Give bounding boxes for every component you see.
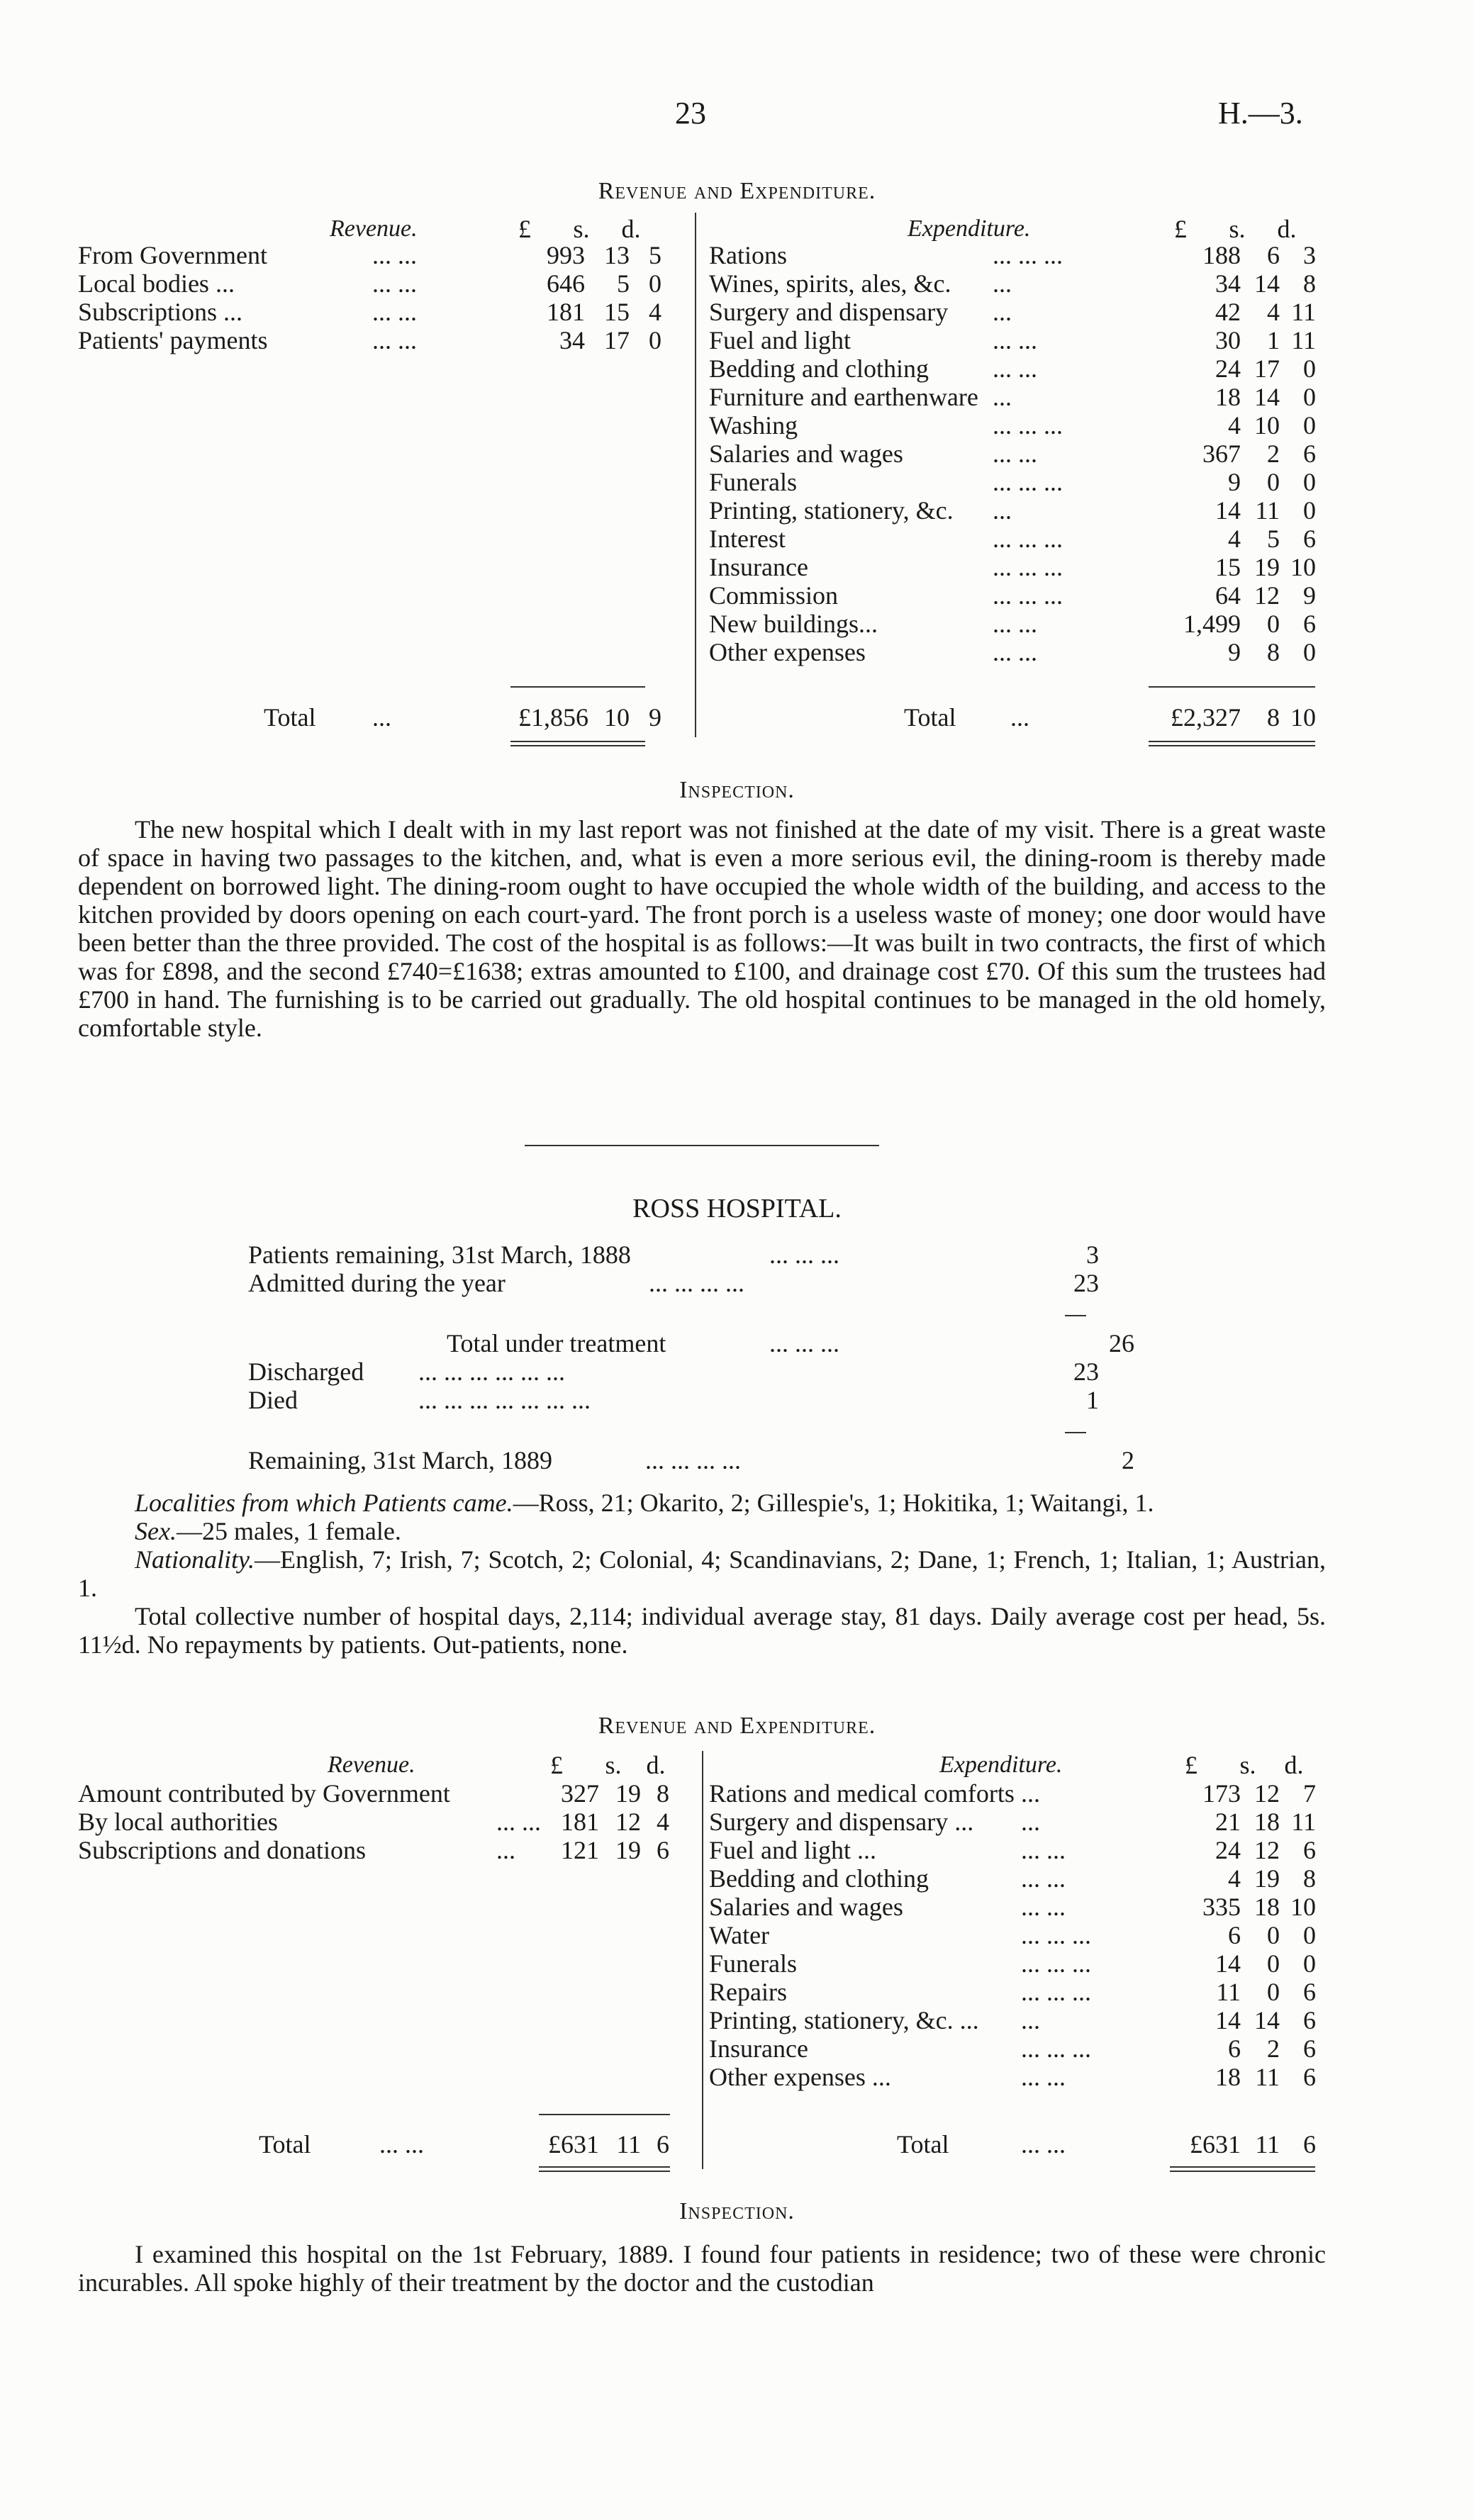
revenue-heading: Revenue. — [328, 1752, 415, 1778]
row-dots: ... ... ... — [1021, 1949, 1091, 1978]
row-dots: ... ... ... — [993, 241, 1063, 269]
revenue-total-pounds: £631 — [548, 2130, 599, 2158]
row-label: Insurance — [709, 2034, 808, 2063]
row-shillings: 10 — [1254, 411, 1280, 439]
pounds-header: £ — [518, 215, 531, 243]
died-label: Died — [248, 1386, 298, 1414]
total-rule — [1149, 686, 1315, 688]
row-label: Salaries and wages — [709, 439, 903, 468]
row-pence: 5 — [649, 241, 661, 269]
row-pounds: 34 — [559, 326, 585, 354]
revenue-total-label: Total — [259, 2130, 311, 2158]
died-value: 1 — [1086, 1386, 1099, 1414]
row-dots: ... — [1021, 2006, 1040, 2034]
row-pence: 6 — [1303, 2034, 1316, 2063]
row-pence: 0 — [1303, 411, 1316, 439]
expenditure-total-label: Total — [897, 2130, 949, 2158]
ross-details — [78, 1489, 1326, 1659]
row-label: From Government — [78, 241, 267, 269]
sum-rule — [1065, 1432, 1086, 1433]
expenditure-total-label: Total — [904, 703, 956, 732]
row-pence: 3 — [1303, 241, 1316, 269]
sex-paragraph — [78, 1517, 1326, 1545]
shillings-header: s. — [605, 1751, 622, 1779]
row-dots: ... — [993, 496, 1012, 525]
statistic-dots: ... ... ... ... ... ... ... — [418, 1386, 591, 1414]
row-pence: 0 — [1303, 383, 1316, 411]
row-shillings: 13 — [604, 241, 630, 269]
revenue-total-shillings: 11 — [616, 2130, 641, 2158]
total-treatment-label: Total under treatment — [447, 1329, 666, 1357]
row-shillings: 2 — [1267, 2034, 1280, 2063]
row-dots: ... ... — [993, 326, 1037, 354]
row-dots: ... ... — [372, 326, 417, 354]
row-dots: ... — [993, 269, 1012, 298]
row-dots: ... ... ... — [1021, 1921, 1091, 1949]
row-pence: 0 — [1303, 1921, 1316, 1949]
row-shillings: 5 — [617, 269, 630, 298]
row-label: Commission — [709, 581, 839, 610]
row-label: Other expenses — [709, 638, 866, 666]
row-dots: ... ... — [1021, 1836, 1066, 1864]
row-pence: 0 — [649, 269, 661, 298]
row-dots: ... ... — [993, 354, 1037, 383]
row-shillings: 11 — [1255, 496, 1280, 525]
row-shillings: 17 — [1254, 354, 1280, 383]
row-label: Furniture and earthenware — [709, 383, 978, 411]
sex-text: —25 males, 1 female. — [176, 1517, 401, 1545]
page-number: 23 — [675, 96, 706, 130]
row-shillings: 8 — [1267, 638, 1280, 666]
row-pounds: 18 — [1215, 2063, 1241, 2091]
row-pounds: 327 — [561, 1779, 599, 1808]
row-pence: 6 — [657, 1836, 669, 1864]
row-pounds: 4 — [1228, 525, 1241, 553]
row-label: Salaries and wages — [709, 1893, 903, 1921]
inspection-text: The new hospital which I dealt with in my last report was not finished at the date of my visit. There is a great waste of space in having two passages to the kitchen, and, what is even a more serious evil, the dining-room is thereby made dependent on borrowed light. The dining-room ought to have occupied the whole width of the building, and access to the kitchen provided by doors opening on each court-yard. The front porch is a useless waste of money; one door would have been better than the three provided. The cost of the hospital is as follows:—It was built in two contracts, the first of which was for £898, and the second £740=£1638; extras amounted to £100, and drainage cost £70. Of this sum the trustees had £700 in hand. The furnishing is to be carried out gradually. The old hospital continues to be managed in the old homely, comfortable style. — [78, 815, 1326, 1042]
row-dots: ... ... ... — [993, 468, 1063, 496]
row-pence: 6 — [1303, 525, 1316, 553]
total-double-rule — [1170, 2171, 1315, 2172]
row-pence: 6 — [1303, 1836, 1316, 1864]
localities-label: Localities from which Patients came. — [135, 1489, 513, 1517]
row-pence: 10 — [1290, 1893, 1316, 1921]
total-double-rule — [539, 2171, 670, 2172]
sex-label: Sex. — [135, 1517, 177, 1545]
row-pounds: 6 — [1228, 1921, 1241, 1949]
row-dots: ... — [1021, 1779, 1040, 1808]
row-pence: 6 — [1303, 2063, 1316, 2091]
expenditure-total-pence: 6 — [1303, 2130, 1316, 2158]
row-pence: 8 — [657, 1779, 669, 1808]
row-shillings: 19 — [1254, 1864, 1280, 1893]
column-divider — [702, 1751, 703, 2169]
inspection-text: I examined this hospital on the 1st February, 1889. I found four patients in residence; two of these were chronic incurables. All spoke highly of their treatment by the doctor and the custodian — [78, 2240, 1326, 2297]
row-dots: ... ... — [372, 241, 417, 269]
statistic-dots: ... ... ... ... — [649, 1269, 744, 1297]
expenditure-total-pounds: £2,327 — [1171, 703, 1241, 732]
row-pence: 0 — [1303, 638, 1316, 666]
row-pence: 6 — [1303, 610, 1316, 638]
total-treatment-value: 26 — [1109, 1329, 1134, 1357]
expenditure-total-shillings: 8 — [1267, 703, 1280, 732]
row-pounds: 11 — [1216, 1978, 1241, 2006]
row-shillings: 1 — [1267, 326, 1280, 354]
inspection-paragraph — [78, 815, 1326, 1042]
row-pounds: 6 — [1228, 2034, 1241, 2063]
row-pounds: 646 — [547, 269, 585, 298]
expenditure-total-pounds: £631 — [1190, 2130, 1241, 2158]
total-double-rule — [510, 745, 645, 746]
row-label: Fuel and light — [709, 326, 851, 354]
row-label: Rations — [709, 241, 788, 269]
row-pounds: 30 — [1215, 326, 1241, 354]
row-pence: 11 — [1291, 326, 1316, 354]
row-pence: 4 — [649, 298, 661, 326]
row-shillings: 17 — [604, 326, 630, 354]
section-title: Revenue and Expenditure. — [598, 178, 876, 204]
row-pounds: 34 — [1215, 269, 1241, 298]
row-shillings: 18 — [1254, 1893, 1280, 1921]
revenue-total-dots: ... ... — [379, 2130, 424, 2158]
pence-header: d. — [621, 215, 641, 243]
row-label: Funerals — [709, 468, 797, 496]
row-dots: ... ... — [993, 638, 1037, 666]
row-pounds: 9 — [1228, 638, 1241, 666]
total-double-rule — [539, 2166, 670, 2168]
row-label: Washing — [709, 411, 798, 439]
row-label: Surgery and dispensary — [709, 298, 949, 326]
pounds-header: £ — [1174, 215, 1187, 243]
row-pence: 0 — [649, 326, 661, 354]
row-label: Bedding and clothing — [709, 354, 929, 383]
row-label: Bedding and clothing — [709, 1864, 929, 1893]
nationality-paragraph — [78, 1545, 1326, 1602]
row-label: Insurance — [709, 553, 808, 581]
row-pounds: 14 — [1215, 1949, 1241, 1978]
row-pounds: 1,499 — [1183, 610, 1241, 638]
expenditure-heading: Expenditure. — [908, 215, 1031, 242]
row-dots: ... ... ... — [993, 553, 1063, 581]
row-dots: ... ... — [1021, 2063, 1066, 2091]
row-pounds: 181 — [547, 298, 585, 326]
shillings-header: s. — [1229, 215, 1246, 243]
row-pounds: 24 — [1215, 1836, 1241, 1864]
row-dots: ... ... — [993, 610, 1037, 638]
document-reference: H.—3. — [1218, 96, 1303, 130]
remaining-label: Remaining, 31st March, 1889 — [248, 1446, 552, 1474]
row-label: Water — [709, 1921, 770, 1949]
row-pence: 4 — [657, 1808, 669, 1836]
row-pounds: 335 — [1202, 1893, 1241, 1921]
row-pounds: 15 — [1215, 553, 1241, 581]
hospital-days-text: Total collective number of hospital days, 2,114; individual average stay, 81 days. Daily average cost per head, 5s. 11½d. No repayments by patients. Out-patients, none. — [78, 1602, 1326, 1659]
row-shillings: 14 — [1254, 383, 1280, 411]
row-shillings: 19 — [615, 1836, 641, 1864]
total-double-rule — [1149, 741, 1315, 742]
row-dots: ... — [496, 1836, 515, 1864]
row-pounds: 42 — [1215, 298, 1241, 326]
row-label: Fuel and light ... — [709, 1836, 876, 1864]
row-label: Subscriptions ... — [78, 298, 243, 326]
pence-header: d. — [1284, 1751, 1304, 1779]
row-dots: ... ... ... — [1021, 2034, 1091, 2063]
row-label: Local bodies ... — [78, 269, 235, 298]
row-pounds: 181 — [561, 1808, 599, 1836]
total-double-rule — [510, 741, 645, 742]
section-separator — [525, 1145, 879, 1146]
row-pounds: 4 — [1228, 411, 1241, 439]
row-pounds: 14 — [1215, 2006, 1241, 2034]
row-shillings: 15 — [604, 298, 630, 326]
sum-rule — [1065, 1315, 1086, 1316]
row-label: Other expenses ... — [709, 2063, 891, 2091]
row-pounds: 173 — [1202, 1779, 1241, 1808]
row-dots: ... ... — [1021, 1893, 1066, 1921]
localities-text: —Ross, 21; Okarito, 2; Gillespie's, 1; Hokitika, 1; Waitangi, 1. — [513, 1489, 1154, 1517]
pounds-header: £ — [1185, 1751, 1197, 1779]
row-label: Printing, stationery, &c. ... — [709, 2006, 979, 2034]
row-label: Amount contributed by Government — [78, 1779, 450, 1808]
statistic-label: Patients remaining, 31st March, 1888 — [248, 1241, 631, 1269]
row-label: New buildings... — [709, 610, 878, 638]
row-dots: ... — [993, 383, 1012, 411]
row-pounds: 4 — [1228, 1864, 1241, 1893]
row-dots: ... ... ... — [1021, 1978, 1091, 2006]
statistic-dots: ... ... ... ... — [645, 1446, 741, 1474]
pounds-header: £ — [550, 1751, 563, 1779]
row-pence: 9 — [1303, 581, 1316, 610]
revenue-total-pounds: £1,856 — [518, 703, 588, 732]
inspection-paragraph — [78, 2240, 1326, 2297]
row-shillings: 14 — [1254, 269, 1280, 298]
statistic-value: 3 — [1086, 1241, 1099, 1269]
row-shillings: 5 — [1267, 525, 1280, 553]
row-dots: ... ... — [1021, 1864, 1066, 1893]
row-shillings: 12 — [1254, 1836, 1280, 1864]
nationality-text: —English, 7; Irish, 7; Scotch, 2; Colonial, 4; Scandinavians, 2; Dane, 1; French, 1; Italian, 1; Austrian, 1. — [78, 1545, 1326, 1602]
statistic-value: 23 — [1073, 1269, 1099, 1297]
row-shillings: 4 — [1267, 298, 1280, 326]
row-shillings: 12 — [1254, 581, 1280, 610]
expenditure-total-dots: ... — [1010, 703, 1029, 732]
row-pence: 10 — [1290, 553, 1316, 581]
row-pence: 6 — [1303, 1978, 1316, 2006]
row-pence: 11 — [1291, 1808, 1316, 1836]
row-pounds: 367 — [1202, 439, 1241, 468]
row-dots: ... — [993, 298, 1012, 326]
row-shillings: 2 — [1267, 439, 1280, 468]
revenue-total-shillings: 10 — [604, 703, 630, 732]
row-pence: 8 — [1303, 269, 1316, 298]
nationality-label: Nationality. — [135, 1545, 255, 1574]
row-label: By local authorities — [78, 1808, 278, 1836]
row-shillings: 0 — [1267, 610, 1280, 638]
row-shillings: 14 — [1254, 2006, 1280, 2034]
row-pounds: 993 — [547, 241, 585, 269]
row-label: Wines, spirits, ales, &c. — [709, 269, 951, 298]
row-pounds: 188 — [1202, 241, 1241, 269]
revenue-heading: Revenue. — [330, 215, 418, 242]
row-pence: 0 — [1303, 1949, 1316, 1978]
pence-header: d. — [1277, 215, 1297, 243]
row-pounds: 121 — [561, 1836, 599, 1864]
shillings-header: s. — [1239, 1751, 1256, 1779]
statistic-label: Admitted during the year — [248, 1269, 506, 1297]
column-divider — [695, 213, 696, 737]
row-dots: ... ... — [372, 269, 417, 298]
row-pounds: 64 — [1215, 581, 1241, 610]
total-rule — [510, 686, 645, 688]
shillings-header: s. — [573, 215, 590, 243]
statistic-dots: ... ... ... — [769, 1329, 839, 1357]
row-shillings: 0 — [1267, 1978, 1280, 2006]
total-double-rule — [1149, 745, 1315, 746]
row-shillings: 0 — [1267, 468, 1280, 496]
row-dots: ... ... — [993, 439, 1037, 468]
row-dots: ... ... ... — [993, 411, 1063, 439]
row-label: Printing, stationery, &c. — [709, 496, 954, 525]
expenditure-total-pence: 10 — [1290, 703, 1316, 732]
row-shillings: 0 — [1267, 1949, 1280, 1978]
statistic-dots: ... ... ... ... ... ... — [418, 1357, 565, 1386]
row-pence: 6 — [1303, 439, 1316, 468]
row-label: Funerals — [709, 1949, 797, 1978]
hospital-title: ROSS HOSPITAL. — [632, 1194, 842, 1223]
row-label: Surgery and dispensary ... — [709, 1808, 974, 1836]
row-pounds: 21 — [1215, 1808, 1241, 1836]
discharged-label: Discharged — [248, 1357, 364, 1386]
row-pounds: 24 — [1215, 354, 1241, 383]
section-title: Revenue and Expenditure. — [598, 1713, 876, 1739]
row-pence: 7 — [1303, 1779, 1316, 1808]
expenditure-heading: Expenditure. — [939, 1752, 1063, 1778]
row-shillings: 19 — [615, 1779, 641, 1808]
remaining-value: 2 — [1122, 1446, 1134, 1474]
inspection-title: Inspection. — [679, 2198, 795, 2224]
localities-paragraph — [78, 1489, 1326, 1517]
statistic-dots: ... ... ... — [769, 1241, 839, 1269]
row-pence: 11 — [1291, 298, 1316, 326]
pence-header: d. — [646, 1751, 666, 1779]
row-pounds: 18 — [1215, 383, 1241, 411]
revenue-total-pence: 6 — [657, 2130, 669, 2158]
row-pounds: 9 — [1228, 468, 1241, 496]
row-pounds: 14 — [1215, 496, 1241, 525]
row-dots: ... ... ... — [993, 581, 1063, 610]
row-pence: 0 — [1303, 354, 1316, 383]
total-rule — [539, 2114, 670, 2115]
row-shillings: 6 — [1267, 241, 1280, 269]
row-dots: ... ... ... — [993, 525, 1063, 553]
row-shillings: 19 — [1254, 553, 1280, 581]
total-double-rule — [1170, 2166, 1315, 2168]
row-shillings: 11 — [1255, 2063, 1280, 2091]
row-shillings: 0 — [1267, 1921, 1280, 1949]
row-pence: 8 — [1303, 1864, 1316, 1893]
row-label: Repairs — [709, 1978, 787, 2006]
expenditure-total-shillings: 11 — [1255, 2130, 1280, 2158]
row-dots: ... ... — [496, 1808, 541, 1836]
row-pence: 0 — [1303, 496, 1316, 525]
row-shillings: 12 — [1254, 1779, 1280, 1808]
discharged-value: 23 — [1073, 1357, 1099, 1386]
row-label: Interest — [709, 525, 786, 553]
revenue-total-label: Total — [264, 703, 316, 732]
row-pence: 0 — [1303, 468, 1316, 496]
inspection-title: Inspection. — [679, 777, 795, 803]
row-dots: ... — [1021, 1808, 1040, 1836]
revenue-total-pence: 9 — [649, 703, 661, 732]
revenue-total-dots: ... — [372, 703, 391, 732]
row-shillings: 12 — [615, 1808, 641, 1836]
row-label: Rations and medical comforts — [709, 1779, 1015, 1808]
expenditure-total-dots: ... ... — [1021, 2130, 1066, 2158]
row-label: Subscriptions and donations — [78, 1836, 366, 1864]
row-label: Patients' payments — [78, 326, 268, 354]
row-dots: ... ... — [372, 298, 417, 326]
row-pence: 6 — [1303, 2006, 1316, 2034]
row-shillings: 18 — [1254, 1808, 1280, 1836]
